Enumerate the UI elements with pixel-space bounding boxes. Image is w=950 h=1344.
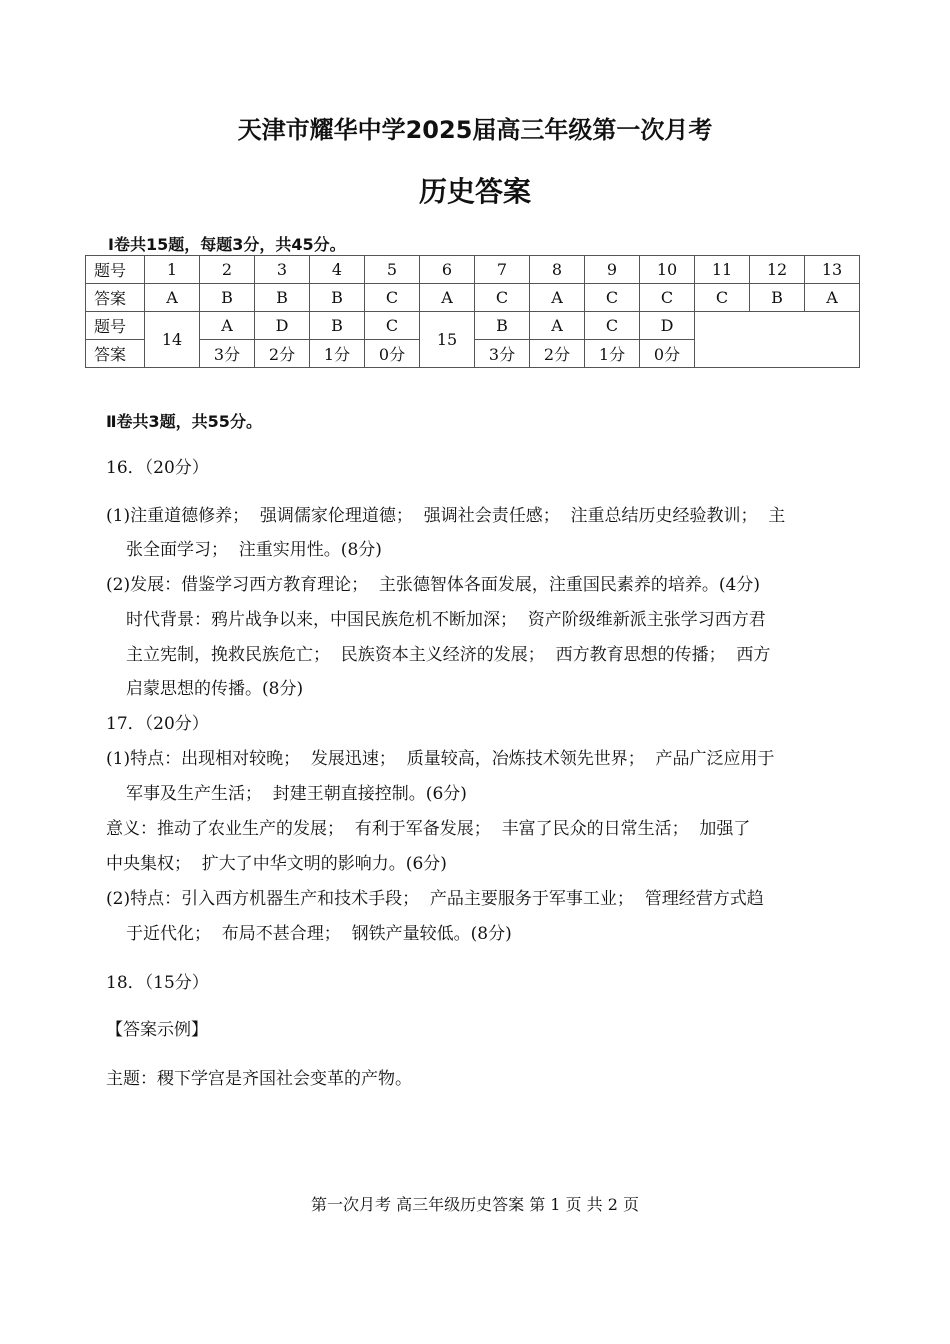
answer-cell: A <box>530 284 585 312</box>
answer-cell: C <box>640 284 695 312</box>
question-number: 5 <box>365 256 420 284</box>
q14-option: C <box>365 312 420 340</box>
answer-line: 时代背景：鸦片战争以来，中国民族危机不断加深； 资产阶级维新派主张学习西方君 <box>126 610 766 630</box>
q14-score: 3分 <box>200 340 255 368</box>
answer-cell: B <box>200 284 255 312</box>
q14-number: 14 <box>145 312 200 368</box>
empty-cell <box>695 312 860 368</box>
answer-example-label: 【答案示例】 <box>106 1020 208 1040</box>
q18-header: 18．（15分） <box>106 973 209 993</box>
row-label-answer: 答案 <box>86 340 145 368</box>
document-title: 天津市耀华中学2025届高三年级第一次月考 <box>237 116 713 144</box>
answer-line: 意义：推动了农业生产的发展； 有利于军备发展； 丰富了民众的日常生活； 加强了 <box>106 819 751 839</box>
answer-cell: C <box>585 284 640 312</box>
question-number: 3 <box>255 256 310 284</box>
answer-line: (1)注重道德修养； 强调儒家伦理道德； 强调社会责任感； 注重总结历史经验教训； 主 <box>106 506 786 526</box>
q15-option: C <box>585 312 640 340</box>
answer-line: 主立宪制，挽救民族危亡； 民族资本主义经济的发展； 西方教育思想的传播； 西方 <box>126 645 771 665</box>
answer-cell: C <box>695 284 750 312</box>
answer-cell: C <box>475 284 530 312</box>
answer-cell: C <box>365 284 420 312</box>
row-label-question: 题号 <box>86 256 145 284</box>
answer-cell: A <box>145 284 200 312</box>
q14-q15-option-row <box>86 312 860 340</box>
answer-cell: B <box>750 284 805 312</box>
answer-row <box>86 284 860 312</box>
answer-cell: B <box>310 284 365 312</box>
q15-option: D <box>640 312 695 340</box>
question-number: 13 <box>805 256 860 284</box>
question-number: 4 <box>310 256 365 284</box>
answer-line: 中央集权； 扩大了中华文明的影响力。(6分) <box>106 854 447 874</box>
row-label-question: 题号 <box>86 312 145 340</box>
answer-table <box>85 255 860 368</box>
question-number: 11 <box>695 256 750 284</box>
question-row <box>86 256 860 284</box>
answer-line: 于近代化； 布局不甚合理； 钢铁产量较低。(8分) <box>126 924 512 944</box>
answer-line: 张全面学习； 注重实用性。(8分) <box>126 540 382 560</box>
q14-score: 2分 <box>255 340 310 368</box>
row-label-answer: 答案 <box>86 284 145 312</box>
answer-cell: A <box>420 284 475 312</box>
question-number: 10 <box>640 256 695 284</box>
question-number: 12 <box>750 256 805 284</box>
answer-line: (2)发展：借鉴学习西方教育理论； 主张德智体各面发展，注重国民素养的培养。(4分) <box>106 575 760 595</box>
question-number: 2 <box>200 256 255 284</box>
part1-heading: Ⅰ卷共15题，每题3分，共45分。 <box>108 235 346 254</box>
answer-line: 军事及生产生活； 封建王朝直接控制。(6分) <box>126 784 467 804</box>
question-number: 1 <box>145 256 200 284</box>
answer-line: (2)特点：引入西方机器生产和技术手段； 产品主要服务于军事工业； 管理经营方式趋 <box>106 889 764 909</box>
question-number: 7 <box>475 256 530 284</box>
question-number: 6 <box>420 256 475 284</box>
q15-number: 15 <box>420 312 475 368</box>
question-number: 8 <box>530 256 585 284</box>
part2-heading: Ⅱ卷共3题，共55分。 <box>106 412 262 431</box>
q14-score: 0分 <box>365 340 420 368</box>
q14-option: B <box>310 312 365 340</box>
q15-score: 1分 <box>585 340 640 368</box>
q14-option: D <box>255 312 310 340</box>
q16-header: 16．（20分） <box>106 458 209 478</box>
answer-cell: B <box>255 284 310 312</box>
answer-line: 启蒙思想的传播。(8分) <box>126 679 304 699</box>
q15-option: A <box>530 312 585 340</box>
q15-score: 0分 <box>640 340 695 368</box>
answer-line: (1)特点：出现相对较晚； 发展迅速； 质量较高，冶炼技术领先世界； 产品广泛应用于 <box>106 749 775 769</box>
q15-score: 3分 <box>475 340 530 368</box>
answer-cell: A <box>805 284 860 312</box>
question-number: 9 <box>585 256 640 284</box>
document-subtitle: 历史答案 <box>418 175 531 208</box>
answer-line: 主题：稷下学宫是齐国社会变革的产物。 <box>106 1069 412 1089</box>
page-footer: 第一次月考 高三年级历史答案 第 1 页 共 2 页 <box>311 1195 639 1214</box>
q14-option: A <box>200 312 255 340</box>
q15-option: B <box>475 312 530 340</box>
q15-score: 2分 <box>530 340 585 368</box>
q17-header: 17．（20分） <box>106 714 209 734</box>
q14-score: 1分 <box>310 340 365 368</box>
